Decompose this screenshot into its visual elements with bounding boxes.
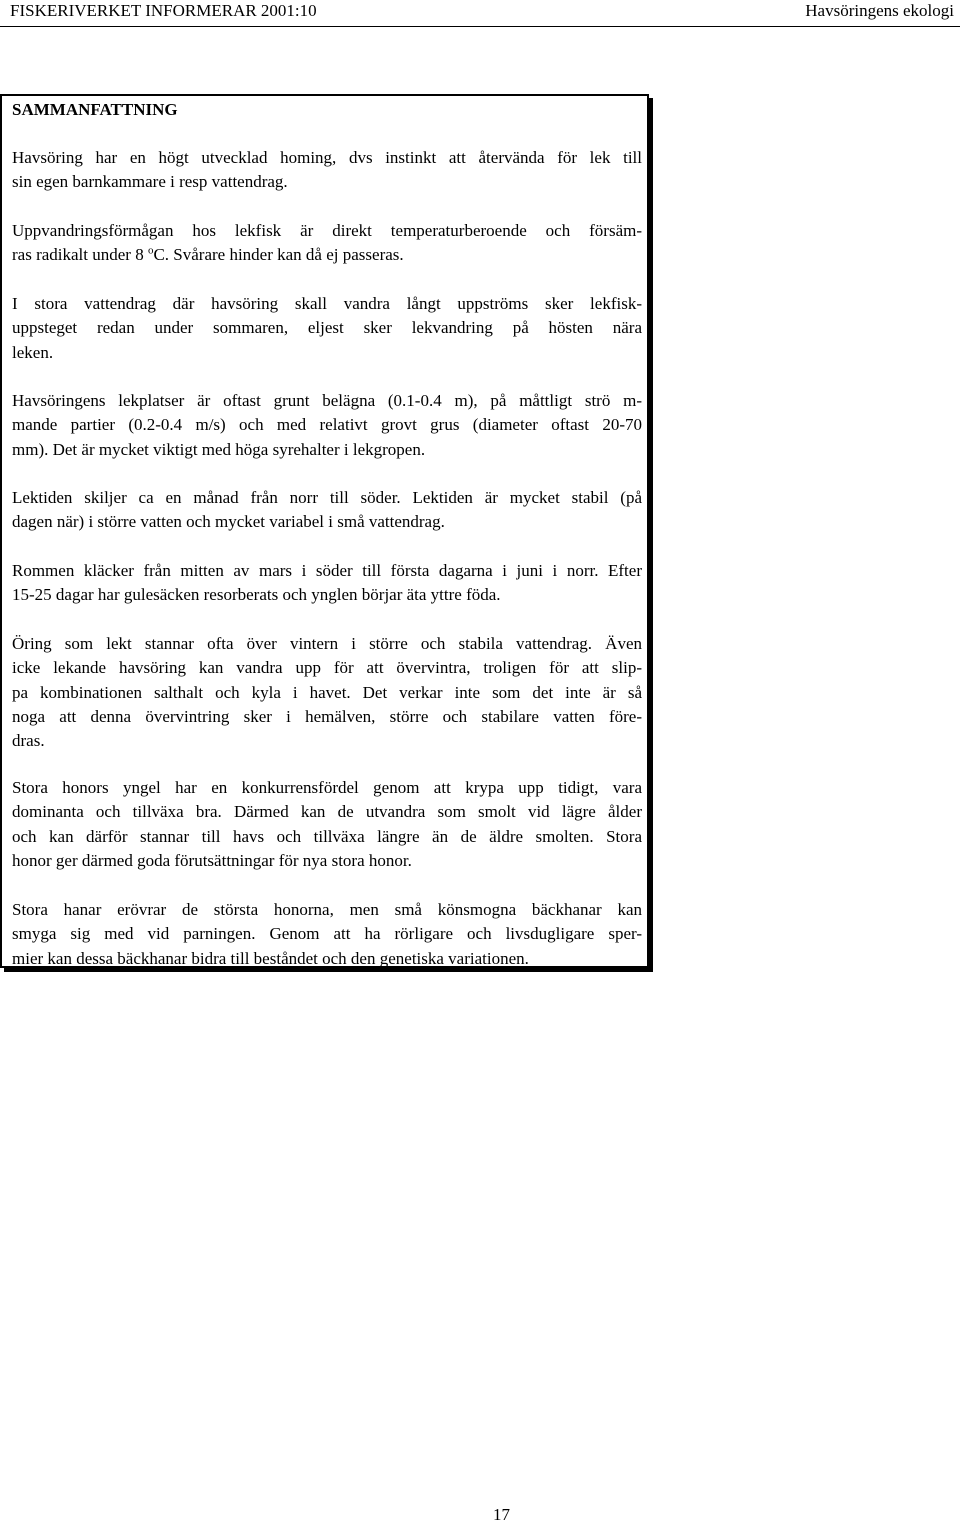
text-segment: C. Svårare hinder kan då ej passeras. — [153, 245, 404, 265]
paragraph-line: dras. — [12, 731, 45, 751]
paragraph-line: Stora hanar erövrar de största honorna, men små könsmogna bäckhanar kan — [12, 900, 642, 919]
paragraph-line: Uppvandringsförmågan hos lekfisk är direkt temperaturberoende och försäm- — [12, 221, 642, 240]
paragraph-line: mm). Det är mycket viktigt med höga syrehalter i lekgropen. — [12, 439, 426, 459]
paragraph-line: Öring som lekt stannar ofta över vintern i större och stabila vattendrag. Även — [12, 634, 642, 653]
paragraph-line: 15-25 dagar har gulesäcken resorberats och ynglen börjar äta yttre föda. — [12, 585, 501, 605]
paragraph-line: smyga sig med vid parningen. Genom att ha rörligare och livsdugligare sper- — [12, 924, 642, 944]
paragraph-line: sin egen barnkammare i resp vattendrag. — [12, 172, 288, 192]
degree-superscript: o — [147, 244, 154, 257]
summary-paragraph-8 — [12, 776, 642, 873]
paragraph-line: och kan därför stannar till havs och tillväxa längre än de äldre smolten. Stora — [12, 826, 642, 846]
paragraph-line: Havsöringens lekplatser är oftast grunt belägna (0.1-0.4 m), på måttligt strö m- — [12, 391, 642, 410]
paragraph-line: noga att denna övervintring sker i hemälven, större och stabilare vatten före- — [12, 706, 642, 726]
paragraph-line: I stora vattendrag där havsöring skall vandra långt uppströms sker lekfisk- — [12, 294, 642, 313]
summary-paragraph-4 — [12, 389, 642, 462]
paragraph-line: honor ger därmed goda förutsättningar för nya stora honor. — [12, 850, 412, 870]
paragraph-line: uppsteget redan under sommaren, eljest sker lekvandring på hösten nära — [12, 318, 642, 338]
paragraph-line: icke lekande havsöring kan vandra upp för att övervintra, troligen för att slip- — [12, 658, 642, 678]
summary-paragraph-9 — [12, 898, 642, 971]
running-header-right: Havsöringens ekologi — [805, 1, 954, 20]
paragraph-line: dagen när) i större vatten och mycket variabel i små vattendrag. — [12, 512, 445, 532]
paragraph-line: Rommen kläcker från mitten av mars i söder till första dagarna i juni i norr. Efter — [12, 561, 642, 580]
paragraph-line: mande partier (0.2-0.4 m/s) och med relativt grovt grus (diameter oftast 20-70 — [12, 415, 642, 435]
summary-paragraph-6 — [12, 559, 642, 608]
summary-title: SAMMANFATTNING — [12, 100, 178, 119]
text-segment: ras radikalt under 8 — [12, 245, 148, 265]
paragraph-line — [12, 243, 642, 267]
page-number: 17 — [493, 1505, 510, 1524]
running-header-left: FISKERIVERKET INFORMERAR 2001:10 — [10, 1, 317, 20]
paragraph-line: leken. — [12, 342, 54, 362]
paragraph-line: Lektiden skiljer ca en månad från norr till söder. Lektiden är mycket stabil (på — [12, 488, 642, 507]
summary-paragraph-3 — [12, 292, 642, 365]
paragraph-line: pa kombinationen salthalt och kyla i havet. Det verkar inte som det inte är så — [12, 682, 642, 702]
summary-paragraph-2 — [12, 219, 642, 268]
paragraph-line: dominanta och tillväxa bra. Därmed kan de utvandra som smolt vid lägre ålder — [12, 802, 642, 822]
summary-paragraph-1 — [12, 146, 642, 195]
summary-paragraph-7 — [12, 632, 642, 753]
paragraph-line: Havsöring har en högt utvecklad homing, dvs instinkt att återvända för lek till — [12, 148, 642, 167]
summary-paragraph-5 — [12, 486, 642, 535]
header-rule — [0, 26, 960, 27]
paragraph-line: Stora honors yngel har en konkurrensfördel genom att krypa upp tidigt, vara — [12, 778, 642, 797]
paragraph-line: mier kan dessa bäckhanar bidra till beståndet och den genetiska variationen. — [12, 948, 529, 968]
box-shadow-right — [649, 98, 653, 972]
